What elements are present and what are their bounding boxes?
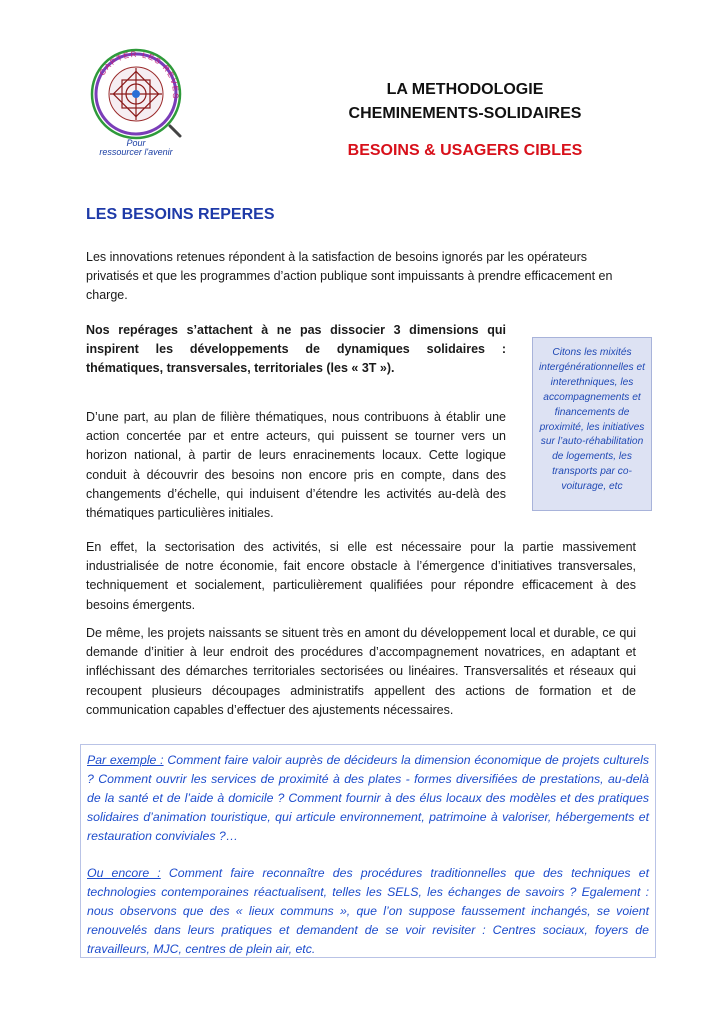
examples-box xyxy=(80,744,656,958)
example-paragraph-2 xyxy=(87,864,649,959)
bold-statement-paragraph: Nos repérages s’attachent à ne pas dissocier 3 dimensions qui inspirent les développements de dynamiques solidaires : thématiques, transversales, territoriales (les « 3T »). xyxy=(86,323,506,376)
example-label-2: Ou encore : xyxy=(87,866,161,880)
intro-paragraph: Les innovations retenues répondent à la satisfaction de besoins ignorés par les opérateurs privatisés et que les programmes d’action publique sont impuissants à prendre efficacement en charge. xyxy=(86,250,613,303)
sidebar-note: Citons les mixités intergénérationnelles et interethniques, les accompagnements et financements de proximité, les initiatives sur l’auto-réhabilitation de logements, les transports par co-voiturage, etc xyxy=(532,337,652,511)
logo-caption-line1: Pour xyxy=(126,138,146,148)
capter-les-reves-emblem xyxy=(86,48,186,140)
logo-caption xyxy=(86,139,186,157)
logo-ring-text: CAPTER LES REVES xyxy=(97,49,181,101)
projets-paragraph: De même, les projets naissants se situent très en amont du développement local et durable, ce qui demande d’initier à leur endroit des procédures d’accompagnement novatrices, en adaptant et infléchissant des démarches territoriales sectorisées ou linéaires. Transversalités et réseaux qui recoupent plusieurs découpages administratifs appellent des actions de formation et de communication capables d’effectuer des ajustements nécessaires. xyxy=(86,626,636,717)
filiere-paragraph: D’une part, au plan de filière thématiques, nous contribuons à établir une action concertée par et entre acteurs, qui puissent se tourner vers un horizon national, à partir de leurs enracinements locaux. Cette logique conduit à découvrir des besoins non encore pris en compte, dans des changements d’échelle, qui induisent d’étendre les activités au-delà des thématiques particulières initiales. xyxy=(86,410,506,521)
example-label-1: Par exemple : xyxy=(87,753,164,767)
example-paragraph-1 xyxy=(87,751,649,846)
title-block xyxy=(250,78,680,160)
example-text-1: Comment faire valoir auprès de décideurs la dimension économique de projets culturels ? Comment ouvrir les services de proximité à des plates - formes diversifiées de prestations, au-delà de la santé et de l’aide à domicile ? Comment fournir à des élus locaux des modèles et des pratiques solidaires d’animation touristique, qui articule environnement, patrimoine à valoriser, hébergements et restauration conviviales ?… xyxy=(87,753,649,843)
page-subtitle: BESOINS & USAGERS CIBLES xyxy=(347,142,583,159)
logo-caption-line2: ressourcer l'avenir xyxy=(99,147,173,157)
page-title-line2: CHEMINEMENTS-SOLIDAIRES xyxy=(348,105,582,122)
page-title-line1: LA METHODOLOGIE xyxy=(386,81,544,98)
sectorisation-paragraph: En effet, la sectorisation des activités, si elle est nécessaire pour la partie massivement industrialisée de notre économie, fait encore obstacle à l’émergence d’initiatives transversales, techniquement et socialement, particulièrement qualifiées pour répondre efficacement à des besoins émergents. xyxy=(86,540,636,612)
logo xyxy=(86,48,186,158)
section-heading: LES BESOINS REPERES xyxy=(86,206,275,223)
example-text-2: Comment faire reconnaître des procédures traditionnelles que des techniques et technologies contemporaines réactualisent, telles les SELS, les échanges de savoirs ? Egalement : nous observons que des « lieux communs », que l’on suppose faussement inchangés, se voient renouvelés dans leurs pratiques et demandent de se voir revisiter : Centres sociaux, foyers de travailleurs, MJC, centres de plein air, etc. xyxy=(87,866,649,956)
